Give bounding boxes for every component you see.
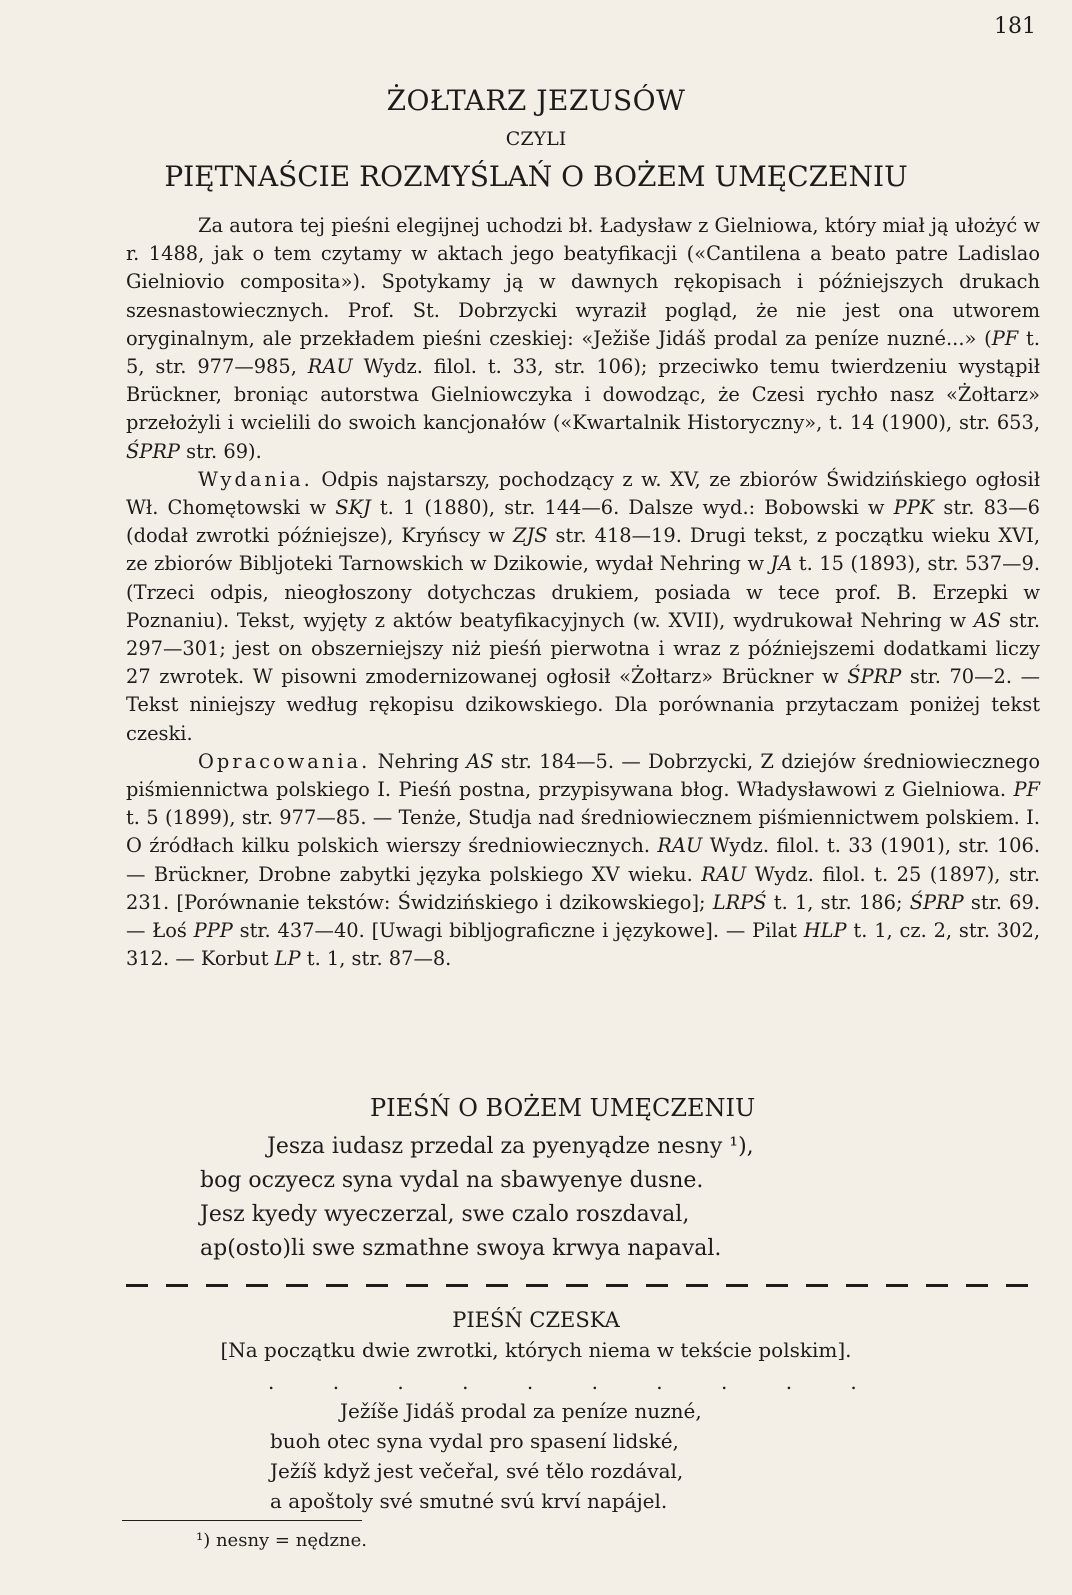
ellipsis-dots: . . . . . . . . . . bbox=[268, 1370, 883, 1394]
text-run: Wydz. filol. t. 25 (1897), str. 231. [Porównanie tekstów: Świdzińskiego i dzikowskiego]; bbox=[126, 862, 1040, 914]
text-run: Za autora tej pieśni elegijnej uchodzi bł. Ładysław z Gielniowa, który miał ją ułożyć w r. 1488, jak o tem czytamy w aktach jego beatyfikacji («Cantilena a beato patre Ladislao Gielniovio composita»). Spotykamy ją w dawnych rękopisach i późniejszych drukach szesnastowiecznych. Prof. St. Dobrzycki wyraził pogląd, że nie jest ona utworem oryginalnym, ale przekładem pieśni czeskiej: «Ježiše Jidáš prodal za peníze nuzné...» ( bbox=[126, 214, 1040, 350]
polish-song-verse bbox=[200, 1130, 754, 1266]
verse-line: Jesza iudasz przedal za pyenyądze nesny ¹), bbox=[267, 1134, 754, 1159]
text-run: t. 1, str. 186; bbox=[766, 890, 910, 914]
intro-paragraph-authorship bbox=[126, 212, 1040, 466]
text-run: t. 1, cz. 2, str. 302, 312. — Korbut bbox=[126, 919, 1040, 971]
abbrev: HLP bbox=[803, 919, 847, 943]
abbrev: LP bbox=[274, 947, 301, 971]
footnote: ¹) nesny = nędzne. bbox=[196, 1530, 367, 1551]
abbrev: AS bbox=[973, 608, 1002, 632]
abbrev: SKJ bbox=[335, 496, 371, 520]
verse-line: buoh otec syna vydal pro spasení lidské, bbox=[270, 1429, 679, 1453]
introduction bbox=[126, 212, 1040, 973]
czech-song-verse bbox=[270, 1396, 702, 1516]
intro-paragraph-editions bbox=[126, 466, 1040, 748]
verse-line: bog oczyecz syna vydal na sbawyenye dusne. bbox=[200, 1168, 704, 1193]
czech-song-title: PIEŚŃ CZESKA bbox=[452, 1308, 620, 1332]
verse-line: a apoštoly své smutné svú krví napájel. bbox=[270, 1489, 668, 1513]
text-run: Wydz. filol. t. 33, str. 106); przeciwko temu twierdzeniu wystąpił Brückner, broniąc autorstwa Gielniowczyka i dowodząc, że Czesi rychło nasz «Żołtarz» przełożyli i wcielili do swoich kancjonałów («Kwartalnik Historyczny», t. 14 (1900), str. 653, bbox=[126, 355, 1040, 435]
verse-line: Jesz kyedy wyeczerzal, swe czalo roszdaval, bbox=[200, 1202, 690, 1227]
text-run: str. 83—6 (dodał zwrotki późniejsze), Kryńscy w bbox=[126, 496, 1040, 548]
text-run: t. 5 (1899), str. 977—85. — Tenże, Studja nad średniowiecznem piśmiennictwem polskiem. I. O źródłach kilku polskich wierszy średniowiecznych. bbox=[126, 806, 1040, 858]
text-run: Odpis najstarszy, pochodzący z w. XV, ze zbiorów Świdzińskiego ogłosił Wł. Chomętowski w bbox=[126, 467, 1040, 520]
text-run: t. 15 (1893), str. 537—9. (Trzeci odpis, nieogłoszony dotychczas drukiem, posiada w tece prof. B. Erzepki w Poznaniu). Tekst, wyjęty z aktów beatyfikacyjnych (w. XVII), wydrukował Nehring w bbox=[126, 552, 1040, 632]
verse-line: Ježíš když jest večeřal, své tělo rozdával, bbox=[270, 1459, 684, 1483]
abbrev: RAU bbox=[701, 862, 747, 886]
abbrev: PF bbox=[991, 326, 1019, 350]
verse-line: Ježíše Jidáš prodal za peníze nuzné, bbox=[340, 1399, 702, 1423]
text-run: str. 70—2. — Tekst niniejszy według rękopisu dzikowskiego. Dla porównania przytaczam poniżej tekst czeski. bbox=[126, 665, 1040, 745]
dashed-separator bbox=[126, 1284, 1036, 1287]
polish-song-title: PIEŚŃ O BOŻEM UMĘCZENIU bbox=[370, 1094, 756, 1122]
text-run: str. 69. — Łoś bbox=[126, 890, 1040, 943]
main-title: ŻOŁTARZ JEZUSÓW bbox=[386, 84, 686, 117]
text-run: str. 437—40. [Uwagi bibljograficzne i językowe]. — Pilat bbox=[232, 919, 804, 943]
abbrev: PF bbox=[1013, 778, 1040, 802]
text-run: t. 5, str. 977—985, bbox=[126, 326, 1040, 379]
text-run: str. 184—5. — Dobrzycki, Z dziejów średniowiecznego piśmiennictwa polskiego I. Pieśń postna, przypisywana błog. Władysławowi z Gielniowa. bbox=[126, 749, 1040, 802]
section-label: Wydania. bbox=[198, 467, 313, 491]
abbrev: RAU bbox=[307, 355, 353, 379]
text-run: str. 69). bbox=[179, 439, 262, 463]
abbrev: PPK bbox=[893, 496, 935, 520]
abbrev: RAU bbox=[657, 834, 703, 858]
text-run: t. 1, str. 87—8. bbox=[300, 947, 452, 971]
intro-paragraph-studies bbox=[126, 748, 1040, 974]
subtitle: PIĘTNAŚCIE ROZMYŚLAŃ O BOŻEM UMĘCZENIU bbox=[164, 160, 908, 193]
abbrev: JA bbox=[770, 552, 793, 576]
footnote-rule bbox=[122, 1520, 362, 1521]
abbrev: ŚPRP bbox=[126, 439, 180, 463]
page-number: 181 bbox=[994, 14, 1036, 39]
text-run: t. 1 (1880), str. 144—6. Dalsze wyd.: Bobowski w bbox=[370, 496, 894, 520]
abbrev: PPP bbox=[193, 919, 233, 943]
abbrev: ŚPRP bbox=[909, 890, 964, 914]
abbrev: LRPŚ bbox=[712, 890, 767, 914]
text-run: str. 418—19. Drugi tekst, z początku wieku XVI, ze zbiorów Bibljoteki Tarnowskich w Dzikowie, wydał Nehring w bbox=[126, 524, 1040, 576]
text-run: Wydz. filol. t. 33 (1901), str. 106. — Brückner, Drobne zabytki języka polskiego XV wieku. bbox=[126, 834, 1040, 886]
abbrev: AS bbox=[466, 749, 494, 773]
title-connector: CZYLI bbox=[505, 128, 567, 150]
text-run: Nehring bbox=[370, 749, 467, 773]
verse-line: ap(osto)li swe szmathne swoya krwya napaval. bbox=[200, 1236, 722, 1261]
text-run: str. 297—301; jest on obszerniejszy niż pieśń pierwotna i wraz z późniejszemi dodatkami liczy 27 zwrotek. W pisowni zmodernizowanej ogłosił «Żołtarz» Brückner w bbox=[126, 608, 1040, 689]
abbrev: ZJS bbox=[512, 524, 548, 548]
section-label: Opracowania. bbox=[198, 749, 371, 773]
abbrev: ŚPRP bbox=[847, 665, 902, 689]
czech-song-note: [Na początku dwie zwrotki, których niema w tekście polskim]. bbox=[220, 1338, 852, 1362]
